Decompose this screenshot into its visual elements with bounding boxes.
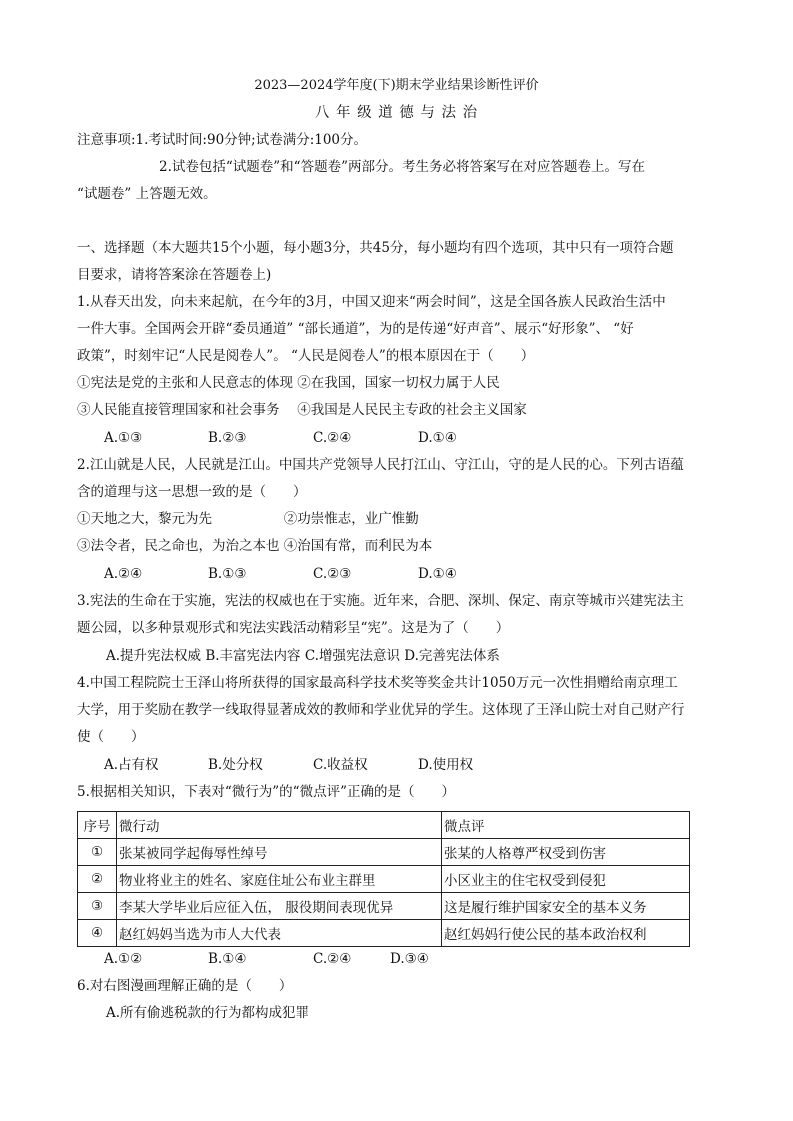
q2-stem-line-1: 2.江山就是人民，人民就是江山。中国共产党领导人民打江山、守江山，守的是人民的心。下列古语蕴 [77,457,684,473]
q2-statement-line-1: ①天地之大，黎元为先 ②功崇惟志，业广惟勤 [77,511,419,527]
table-cell: ④ [78,920,117,947]
section-heading-line-2: 目要求，请将答案涂在答题卷上) [77,267,272,283]
q1-option-d[interactable]: D.①④ [418,430,457,446]
q1-statement-line-1: ①宪法是党的主张和人民意志的体现 ②在我国，国家一切权力属于人民 [77,375,500,391]
q5-option-a[interactable]: A.①② [104,951,143,967]
q6-stem-line-1: 6.对右图漫画理解正确的是（ ） [77,978,293,994]
q5-option-d[interactable]: D.③④ [390,951,429,967]
table-header-cell: 微点评 [442,812,690,839]
table-cell: 张某被同学起侮辱性绰号 [117,839,442,866]
q4-option-b[interactable]: B.处分权 [208,757,263,773]
table-cell: 这是履行维护国家安全的基本义务 [442,893,690,920]
table-cell: 赵红妈妈当选为市人大代表 [117,920,442,947]
q2-option-b[interactable]: B.①③ [208,566,247,582]
q6-option-a[interactable]: A.所有偷逃税款的行为都构成犯罪 [106,1005,310,1021]
q1-option-b[interactable]: B.②③ [208,430,247,446]
table-row [78,839,690,866]
table-cell: 李某大学毕业后应征入伍， 服役期间表现优异 [117,893,442,920]
notes-line-2: 2.试卷包括“试题卷”和“答题卷”两部分。考生务必将答案写在对应答题卷上。写在 [159,159,645,175]
q3-options[interactable]: A.提升宪法权威 B.丰富宪法内容 C.增强宪法意识 D.完善宪法体系 [106,648,500,664]
q5-stem-line-1: 5.根据相关知识，下表对“微行为”的“微点评”正确的是（ ） [77,784,455,800]
q1-statement-line-2: ③人民能直接管理国家和社会事务 ④我国是人民民主专政的社会主义国家 [77,402,527,418]
table-cell: 小区业主的住宅权受到侵犯 [442,866,690,893]
notes-line-1: 注意事项:1.考试时间:90分钟;试卷满分:100分。 [77,132,368,148]
q5-option-b[interactable]: B.①④ [208,951,247,967]
q5-option-c[interactable]: C.②④ [313,951,352,967]
notes-line-3: “试题卷” 上答题无效。 [77,186,217,202]
q2-stem-line-2: 含的道理与这一思想一致的是（ ） [77,484,307,500]
q4-option-a[interactable]: A.占有权 [104,757,159,773]
q4-stem-line-2: 大学，用于奖励在教学一线取得显著成效的教师和学业优异的学生。这体现了王泽山院士对自己财产行 [77,702,685,718]
q1-stem-line-2: 一件大事。全国两会开辟“委员通道” “部长通道”，为的是传递“好声音”、展示“好形象”、 “好 [77,321,634,337]
q4-option-c[interactable]: C.收益权 [313,757,368,773]
table-cell: ② [78,866,117,893]
exam-subject: 八 年 级 道 德 与 法 治 [314,105,479,121]
table-cell: 张某的人格尊严权受到伤害 [442,839,690,866]
q3-stem-line-1: 3.宪法的生命在于实施，宪法的权威也在于实施。近年来，合肥、深圳、保定、南京等城市兴建宪法主 [77,593,684,609]
table-cell: ③ [78,893,117,920]
q5-table [77,811,690,947]
table-header-row [78,812,690,839]
q4-option-d[interactable]: D.使用权 [418,757,474,773]
table-cell: 物业将业主的姓名、家庭住址公布业主群里 [117,866,442,893]
q4-stem-line-1: 4.中国工程院院士王泽山将所获得的国家最高科学技术奖等奖金共计1050万元一次性捐赠给南京理工 [77,675,678,691]
table-cell: ① [78,839,117,866]
q3-stem-line-2: 题公园，以多种景观形式和宪法实践活动精彩呈“宪”。这是为了（ ） [77,620,510,636]
table-row [78,866,690,893]
q1-option-a[interactable]: A.①③ [104,430,143,446]
table-row [78,893,690,920]
table-header-cell: 微行动 [117,812,442,839]
q2-statement-line-2: ③法令者，民之命也，为治之本也 ④治国有常，而利民为本 [77,538,433,554]
table-header-cell: 序号 [78,812,117,839]
section-heading-line-1: 一、选择题（本大题共15个小题，每小题3分，共45分，每小题均有四个选项，其中只有一项符合题 [77,240,674,256]
q2-option-c[interactable]: C.②③ [313,566,352,582]
q2-option-a[interactable]: A.②④ [104,566,143,582]
q1-stem-line-1: 1.从春天出发，向未来起航，在今年的3月，中国又迎来“两会时间”，这是全国各族人民政治生活中 [77,294,666,310]
q2-option-d[interactable]: D.①④ [418,566,457,582]
table-row [78,920,690,947]
exam-title: 2023—2024学年度(下)期末学业结果诊断性评价 [254,78,539,93]
table-cell: 赵红妈妈行使公民的基本政治权利 [442,920,690,947]
q1-option-c[interactable]: C.②④ [313,430,352,446]
q1-stem-line-3: 政策”，时刻牢记“人民是阅卷人”。 “人民是阅卷人”的根本原因在于（ ） [77,348,535,364]
q4-stem-line-3: 使（ ） [77,729,145,745]
